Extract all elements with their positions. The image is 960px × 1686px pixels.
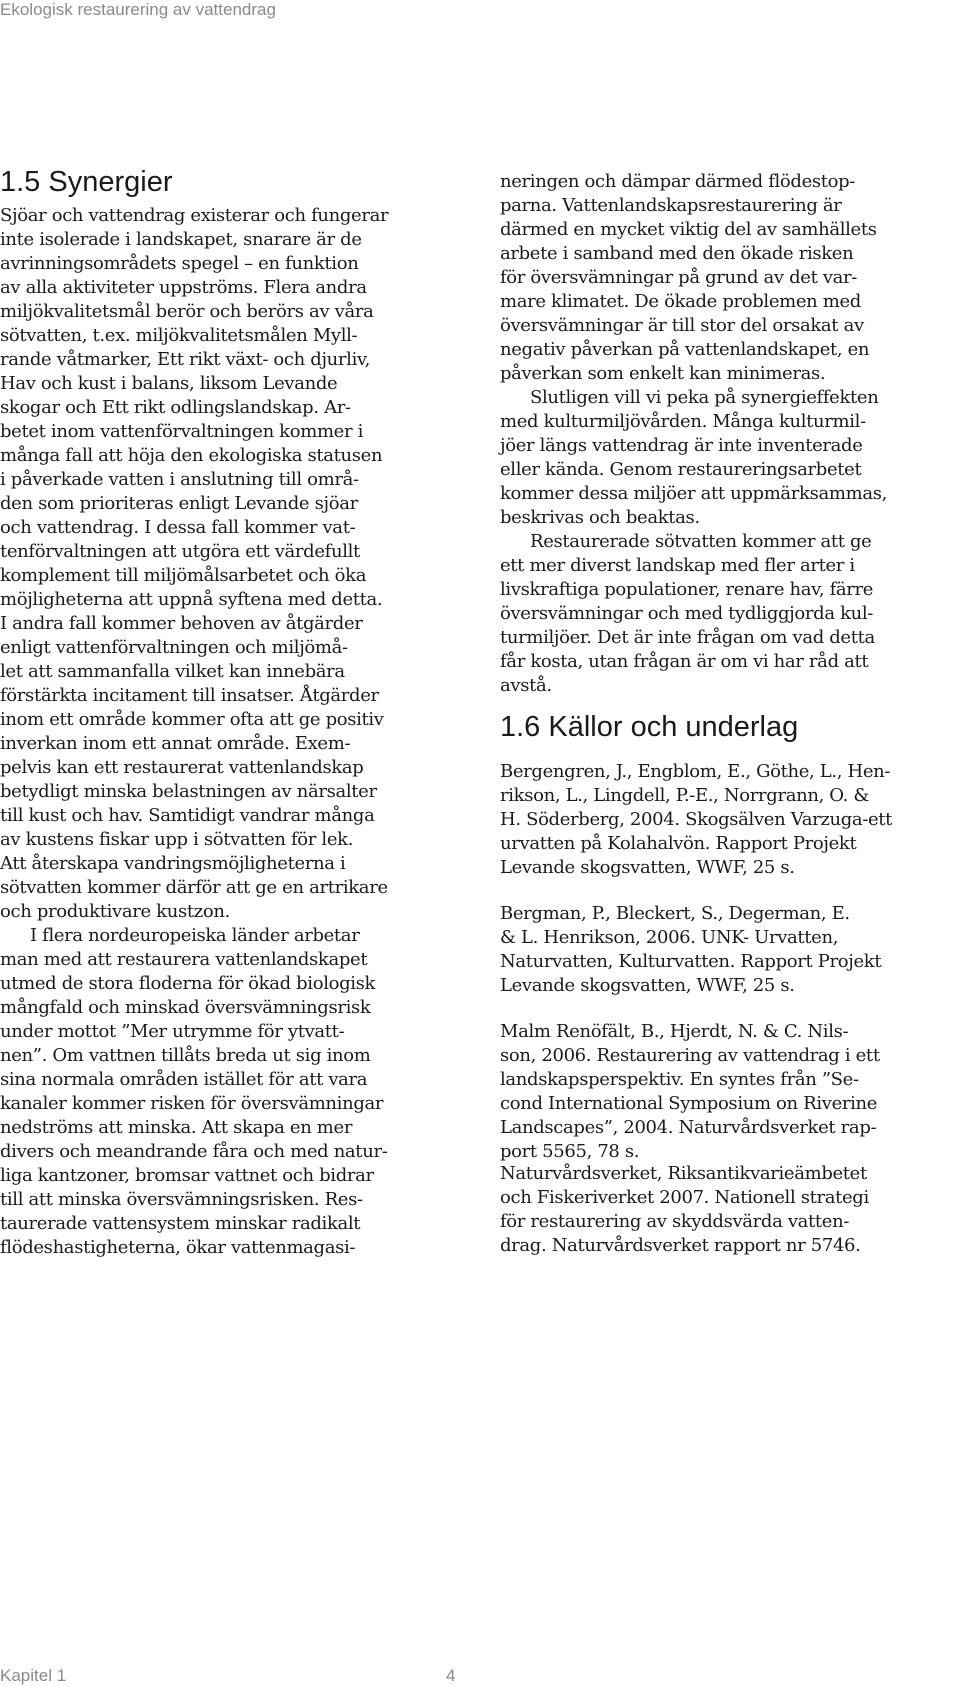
text-line: son, 2006. Restaurering av vattendrag i ett <box>500 1045 880 1066</box>
text-line: och Fiskeriverket 2007. Nationell strategi <box>500 1187 869 1208</box>
text-line: parna. Vattenlandskapsrestaurering är <box>500 195 842 216</box>
text-line: miljökvalitetsmål berör och berörs av våra <box>0 301 374 322</box>
reference-entry <box>500 760 892 880</box>
text-line: livskraftiga populationer, renare hav, färre <box>500 579 874 600</box>
text-line: jöer längs vattendrag är inte inventerade <box>500 435 863 456</box>
text-line: den som prioriteras enligt Levande sjöar <box>0 493 358 514</box>
text-line: komplement till miljömålsarbetet och öka <box>0 565 367 586</box>
text-line: i påverkade vatten i anslutning till områ- <box>0 469 359 490</box>
text-line: let att sammanfalla vilket kan innebära <box>0 661 345 682</box>
text-line: enligt vattenförvaltningen och miljömå- <box>0 637 348 658</box>
text-line: får kosta, utan frågan är om vi har råd att <box>500 651 869 672</box>
text-line: pelvis kan ett restaurerat vattenlandskap <box>0 757 364 778</box>
text-line: och produktivare kustzon. <box>0 901 230 922</box>
text-line: därmed en mycket viktig del av samhällets <box>500 219 877 240</box>
text-line: taurerade vattensystem minskar radikalt <box>0 1213 361 1234</box>
text-line: sötvatten kommer därför att ge en artrikare <box>0 877 388 898</box>
reference-entry <box>500 1162 869 1258</box>
text-line: skogar och Ett rikt odlingslandskap. Ar- <box>0 397 351 418</box>
text-line: I andra fall kommer behoven av åtgärder <box>0 613 363 634</box>
paragraph-synergier-2 <box>0 924 387 1260</box>
text-line: neringen och dämpar därmed flödestop- <box>500 171 856 192</box>
text-line: Hav och kust i balans, liksom Levande <box>0 373 338 394</box>
text-line: möjligheterna att uppnå syftena med detta. <box>0 589 383 610</box>
text-line: förstärkta incitament till insatser. Åtgärder <box>0 685 379 706</box>
text-line: Restaurerade sötvatten kommer att ge <box>530 531 872 552</box>
text-line: av kustens fiskar upp i sötvatten för lek. <box>0 829 354 850</box>
text-line: Slutligen vill vi peka på synergieffekten <box>530 387 879 408</box>
section-heading-kallor: 1.6 Källor och underlag <box>500 711 799 743</box>
text-line: kanaler kommer risken för översvämningar <box>0 1093 384 1114</box>
text-line: ett mer diverst landskap med fler arter i <box>500 555 855 576</box>
text-line: utmed de stora floderna för ökad biologisk <box>0 973 376 994</box>
text-line: rande våtmarker, Ett rikt växt- och djurliv, <box>0 349 371 370</box>
text-line: översvämningar är till stor del orsakat av <box>500 315 864 336</box>
reference-entry <box>500 1020 880 1164</box>
text-line: drag. Naturvårdsverket rapport nr 5746. <box>500 1235 861 1256</box>
text-line: för översvämningar på grund av det var- <box>500 267 858 288</box>
text-line: H. Söderberg, 2004. Skogsälven Varzuga-ett <box>500 809 893 830</box>
text-line: beskrivas och beaktas. <box>500 507 700 528</box>
text-line: nen”. Om vattnen tillåts breda ut sig inom <box>0 1045 371 1066</box>
text-line: Landscapes”, 2004. Naturvårdsverket rap- <box>500 1117 877 1138</box>
text-line: inverkan inom ett annat område. Exem- <box>0 733 351 754</box>
text-line: liga kantzoner, bromsar vattnet och bidrar <box>0 1165 374 1186</box>
text-line: sötvatten, t.ex. miljökvalitetsmålen Myll- <box>0 325 358 346</box>
text-line: cond International Symposium on Riverine <box>500 1093 878 1114</box>
text-line: Malm Renöfält, B., Hjerdt, N. & C. Nils- <box>500 1021 849 1042</box>
text-line: Naturvårdsverket, Riksantikvarieämbetet <box>500 1163 867 1184</box>
text-line: avrinningsområdets spegel – en funktion <box>0 253 359 274</box>
text-line: mångfald och minskad översvämningsrisk <box>0 997 371 1018</box>
text-line: & L. Henrikson, 2006. UNK- Urvatten, <box>500 927 839 948</box>
footer-chapter-label: Kapitel 1 <box>0 1666 67 1685</box>
section-heading-synergier: 1.5 Synergier <box>0 166 173 198</box>
reference-entry <box>500 902 881 998</box>
text-line: eller kända. Genom restaureringsarbetet <box>500 459 862 480</box>
text-line: Sjöar och vattendrag existerar och fungerar <box>0 205 389 226</box>
text-line: port 5565, 78 s. <box>500 1141 640 1162</box>
text-line: betet inom vattenförvaltningen kommer i <box>0 421 363 442</box>
paragraph-synergier-1 <box>0 204 388 924</box>
text-line: till att minska översvämningsrisken. Res- <box>0 1189 363 1210</box>
text-line: divers och meandrande fåra och med natur- <box>0 1141 388 1162</box>
text-line: rikson, L., Lingdell, P.-E., Norrgrann, O. & <box>500 785 870 806</box>
text-line: till kust och hav. Samtidigt vandrar många <box>0 805 375 826</box>
text-line: negativ påverkan på vattenlandskapet, en <box>500 339 870 360</box>
running-header: Ekologisk restaurering av vattendrag <box>0 0 276 19</box>
text-line: med kulturmiljövården. Många kulturmil- <box>500 411 866 432</box>
text-line: urvatten på Kolahalvön. Rapport Projekt <box>500 833 857 854</box>
text-line: Att återskapa vandringsmöjligheterna i <box>0 853 346 874</box>
text-line: avstå. <box>500 675 552 696</box>
text-line: under mottot ”Mer utrymme för ytvatt- <box>0 1021 345 1042</box>
text-line: inte isolerade i landskapet, snarare är de <box>0 229 362 250</box>
text-line: många fall att höja den ekologiska statusen <box>0 445 383 466</box>
paragraph-synergier-3 <box>500 170 877 386</box>
text-line: betydligt minska belastningen av närsalter <box>0 781 377 802</box>
text-line: arbete i samband med den ökade risken <box>500 243 854 264</box>
text-line: tenförvaltningen att utgöra ett värdefullt <box>0 541 360 562</box>
text-line: flödeshastigheterna, ökar vattenmagasi- <box>0 1237 356 1258</box>
footer-page-number: 4 <box>446 1666 456 1685</box>
text-line: kommer dessa miljöer att uppmärksammas, <box>500 483 887 504</box>
text-line: Naturvatten, Kulturvatten. Rapport Projekt <box>500 951 882 972</box>
text-line: nedströms att minska. Att skapa en mer <box>0 1117 353 1138</box>
text-line: översvämningar och med tydliggjorda kul- <box>500 603 874 624</box>
text-line: sina normala områden istället för att vara <box>0 1069 368 1090</box>
paragraph-synergier-5 <box>500 530 875 698</box>
text-line: Levande skogsvatten, WWF, 25 s. <box>500 857 795 878</box>
text-line: Bergman, P., Bleckert, S., Degerman, E. <box>500 903 850 924</box>
text-line: turmiljöer. Det är inte frågan om vad detta <box>500 627 875 648</box>
text-line: påverkan som enkelt kan minimeras. <box>500 363 826 384</box>
text-line: av alla aktiviteter uppströms. Flera andra <box>0 277 367 298</box>
paragraph-synergier-4 <box>500 386 887 530</box>
text-line: inom ett område kommer ofta att ge positiv <box>0 709 384 730</box>
text-line: Bergengren, J., Engblom, E., Göthe, L., Hen- <box>500 761 891 782</box>
text-line: I flera nordeuropeiska länder arbetar <box>30 925 360 946</box>
text-line: och vattendrag. I dessa fall kommer vat- <box>0 517 356 538</box>
text-line: för restaurering av skyddsvärda vatten- <box>500 1211 850 1232</box>
text-line: Levande skogsvatten, WWF, 25 s. <box>500 975 795 996</box>
text-line: landskapsperspektiv. En syntes från ”Se- <box>500 1069 859 1090</box>
text-line: mare klimatet. De ökade problemen med <box>500 291 861 312</box>
text-line: man med att restaurera vattenlandskapet <box>0 949 368 970</box>
